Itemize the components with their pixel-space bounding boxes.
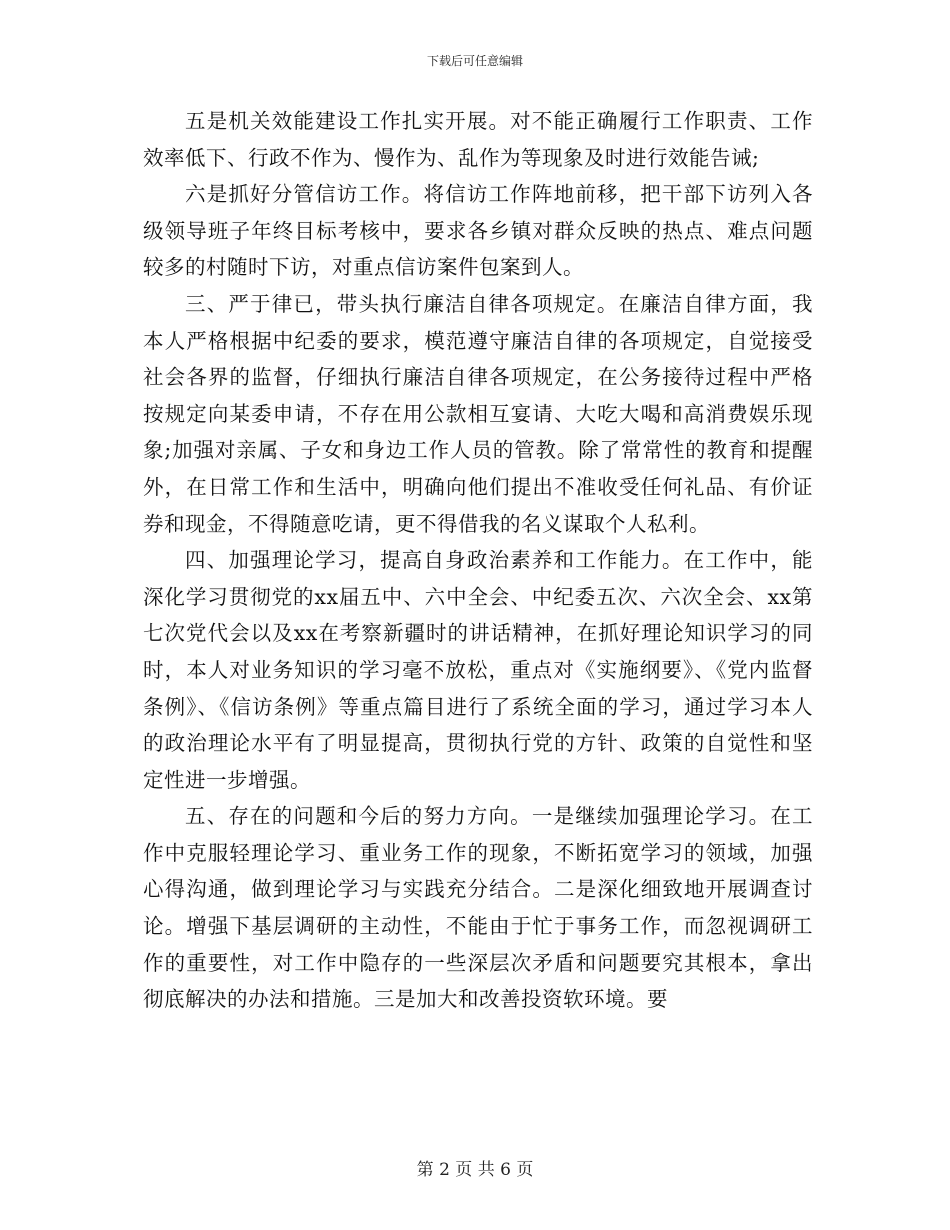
paragraph: 六是抓好分管信访工作。将信访工作阵地前移，把干部下访列入各级领导班子年终目标考核中，要求各乡镇对群众反映的热点、难点问题较多的村随时下访，对重点信访案件包案到人。: [143, 182, 813, 280]
paragraph: 四、加强理论学习，提高自身政治素养和工作能力。在工作中，能深化学习贯彻党的xx届五中、六中全会、中纪委五次、六次全会、xx第七次党代会以及xx在考察新疆时的讲话精神，在抓好理论知识学习的同时，本人对业务知识的学习毫不放松，重点对《实施纲要》、《党内监督条例》、《信访条例》等重点篇目进行了系统全面的学习，通过学习本人的政治理论水平有了明显提高，贯彻执行党的方针、政策的自觉性和坚定性进一步增强。: [143, 548, 813, 792]
paragraph: 五、存在的问题和今后的努力方向。一是继续加强理论学习。在工作中克服轻理论学习、重业务工作的现象，不断拓宽学习的领域，加强心得沟通，做到理论学习与实践充分结合。二是深化细致地开展调查讨论。增强下基层调研的主动性，不能由于忙于事务工作，而忽视调研工作的重要性，对工作中隐存的一些深层次矛盾和问题要究其根本，拿出彻底解决的办法和措施。三是加大和改善投资软环境。要: [143, 804, 813, 1012]
document-body: [143, 103, 813, 1018]
paragraph: 五是机关效能建设工作扎实开展。对不能正确履行工作职责、工作效率低下、行政不作为、慢作为、乱作为等现象及时进行效能告诫;: [143, 109, 813, 170]
page-footer: 第 2 页 共 6 页: [416, 1160, 534, 1180]
paragraph: 三、严于律已，带头执行廉洁自律各项规定。在廉洁自律方面，我本人严格根据中纪委的要求，模范遵守廉洁自律的各项规定，自觉接受社会各界的监督，仔细执行廉洁自律各项规定，在公务接待过程中严格按规定向某委申请，不存在用公款相互宴请、大吃大喝和高消费娱乐现象;加强对亲属、子女和身边工作人员的管教。除了常常性的教育和提醒外，在日常工作和生活中，明确向他们提出不准收受任何礼品、有价证券和现金，不得随意吃请，更不得借我的名义谋取个人私利。: [143, 291, 813, 536]
page-header: 下载后可任意编辑: [426, 54, 523, 68]
